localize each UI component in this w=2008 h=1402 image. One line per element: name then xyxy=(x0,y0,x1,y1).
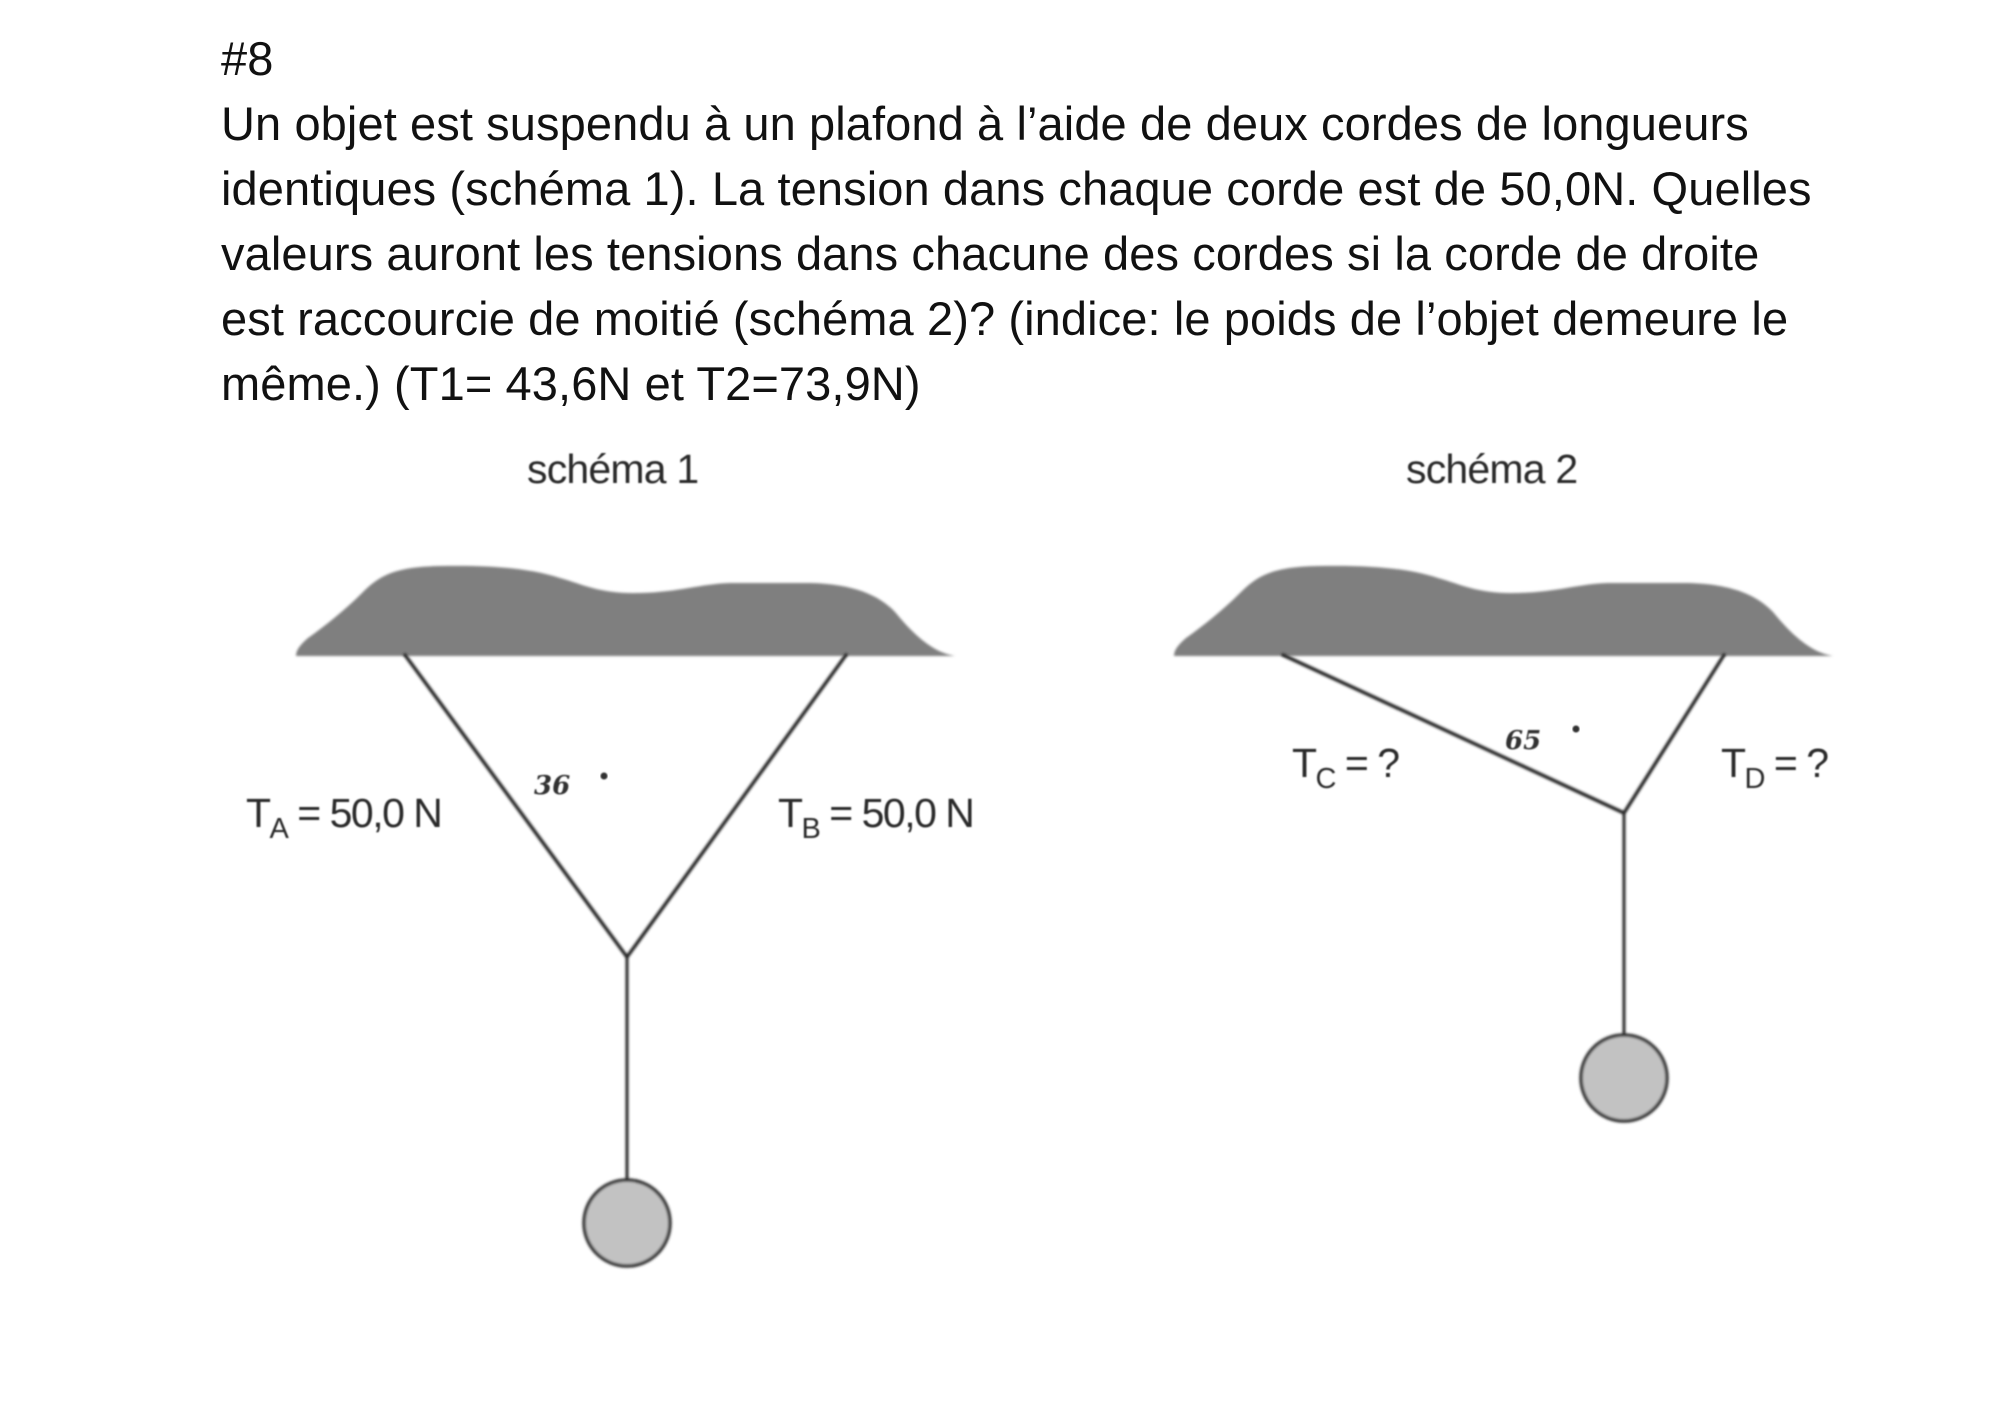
schema-2-ceiling xyxy=(1174,566,1833,656)
schema-1-caption: schéma 1 xyxy=(527,446,699,492)
schema-2-caption: schéma 2 xyxy=(1406,446,1578,492)
schema-1-label-tb: $T_B = 50,0$ N xyxy=(778,790,974,845)
problem-number: #8 xyxy=(221,32,274,85)
problem-line-2: identiques (schéma 1). La tension dans chaque corde est de 50,0N. Quelles xyxy=(221,162,1812,215)
schema-1-angle-label xyxy=(534,771,608,801)
schema-2 xyxy=(1174,446,1833,1121)
schema-2-rope-d xyxy=(1624,655,1724,813)
schema-1-ceiling xyxy=(296,566,955,656)
problem-line-4: est raccourcie de moitié (schéma 2)? (indice: le poids de l’objet demeure le xyxy=(221,292,1789,345)
problem-line-5: même.) (T1= 43,6N et T2=73,9N) xyxy=(221,357,921,410)
schema-2-label-tc: $T_C$ = ? xyxy=(1292,740,1399,795)
schema-1-mass xyxy=(584,1180,670,1266)
schema-1-label-ta: $T_A = 50,0$ N xyxy=(246,790,442,845)
problem-line-3: valeurs auront les tensions dans chacune des cordes si la corde de droite xyxy=(221,227,1760,280)
schema-1-angle-value: 36 xyxy=(534,771,571,801)
schema-2-mass xyxy=(1581,1035,1667,1121)
schema-2-angle-label xyxy=(1505,726,1580,757)
schema-2-label-td: $T_D$ = ? xyxy=(1721,740,1828,795)
schema-1 xyxy=(246,446,973,1266)
problem-line-1: Un objet est suspendu à un plafond à l’aide de deux cordes de longueurs xyxy=(221,97,1749,150)
schema-1-rope-b xyxy=(627,655,846,957)
schema-2-angle-value: 65 xyxy=(1505,726,1542,756)
